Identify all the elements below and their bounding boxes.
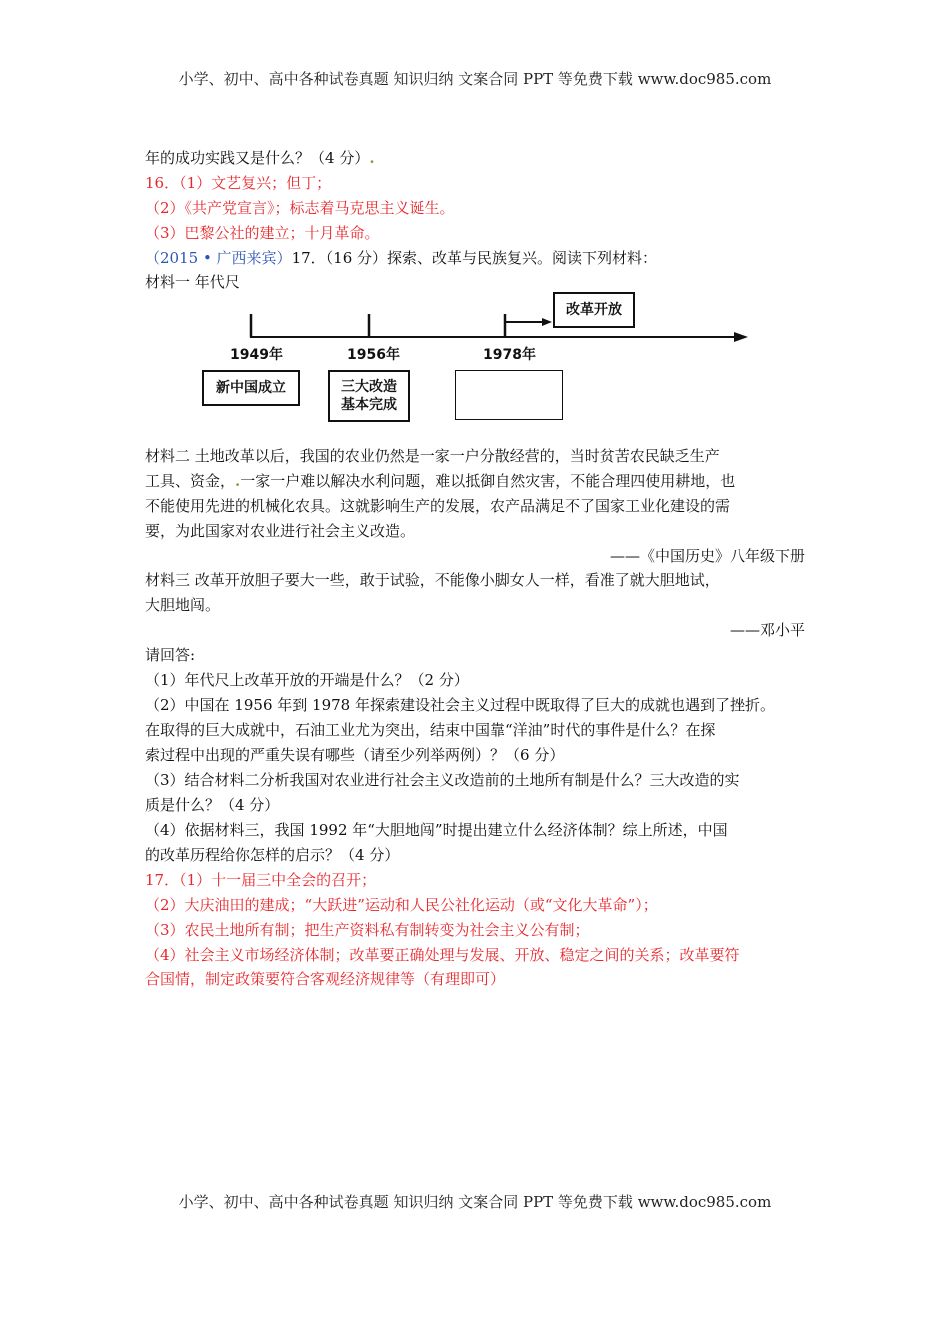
material-3-line1: 材料三 改革开放胆子要大一些，敢于试验，不能像小脚女人一样，看准了就大胆地试，: [145, 571, 720, 589]
answer-17-2: （2）大庆油田的建成；“大跃进”运动和人民公社化运动（或“文化大革命”）；: [145, 896, 658, 914]
question-17-2-line2: 在取得的巨大成就中，石油工业尤为突出，结束中国靠“洋油”时代的事件是什么？在探: [145, 721, 716, 739]
year-1949: 1949年: [230, 347, 283, 363]
timeline-diagram: [200, 292, 760, 428]
event-three-reforms-line2: 基本完成: [341, 397, 397, 413]
material-3-source: ——邓小平: [729, 621, 805, 639]
question-tail: [145, 148, 375, 168]
mark-dot: .: [235, 472, 241, 490]
year-1956: 1956年: [347, 347, 400, 363]
answer-17-4-line1: （4）社会主义市场经济体制；改革要正确处理与发展、开放、稳定之间的关系；改革要符: [145, 946, 740, 964]
answer-prompt: 请回答:: [145, 646, 196, 664]
event-blank-box: [455, 370, 563, 420]
event-three-reforms: [328, 370, 410, 422]
reform-opening-box: 改革开放: [553, 292, 635, 328]
material-3-line2: 大胆地闯。: [145, 596, 221, 614]
material-2-line3: 不能使用先进的机械化农具。这就影响生产的发展，农产品满足不了国家工业化建设的需: [145, 497, 731, 515]
question-17-title: [145, 248, 657, 268]
question-tail-text: 年的成功实践又是什么？（4 分）: [145, 149, 370, 167]
material-2-line4: 要，为此国家对农业进行社会主义改造。: [145, 522, 416, 540]
question-17-4-line1: （4）依据材料三，我国 1992 年“大胆地闯”时提出建立什么经济体制？综上所述，中国: [145, 821, 728, 839]
material-2-line2: [145, 471, 735, 491]
question-17-2-line3: 索过程中出现的严重失误有哪些（请至少列举两例）？（6 分）: [145, 746, 565, 764]
question-17-3-line2: 质是什么？（4 分）: [145, 796, 280, 814]
mark-dot: .: [369, 149, 375, 167]
question-17-3-line1: （3）结合材料二分析我国对农业进行社会主义改造前的土地所有制是什么？三大改造的实: [145, 771, 740, 789]
material-2-line2a: 工具、资金，: [145, 472, 236, 490]
material-2-line1: 材料二 土地改革以后，我国的农业仍然是一家一户分散经营的，当时贫苦农民缺乏生产: [145, 447, 720, 465]
page-footer: 小学、初中、高中各种试卷真题 知识归纳 文案合同 PPT 等免费下载 www.doc985.com: [178, 1193, 772, 1211]
material-1-label: 材料一 年代尺: [145, 273, 240, 291]
material-2-source: ——《中国历史》八年级下册: [609, 547, 805, 565]
material-2-line2b: 一家一户难以解决水利问题，难以抵御自然灾害，不能合理四使用耕地，也: [240, 472, 736, 490]
answer-16-1: 16．（1）文艺复兴；但丁；: [145, 174, 332, 192]
answer-16-3: （3）巴黎公社的建立；十月革命。: [145, 224, 380, 242]
answer-17-4-line2: 合国情，制定政策要符合客观经济规律等（有理即可）: [145, 970, 506, 988]
answer-17-1: 17．（1）十一届三中全会的召开；: [145, 871, 377, 889]
question-source: （2015 • 广西来宾）: [145, 249, 292, 267]
event-new-china: 新中国成立: [202, 370, 300, 406]
year-1978: 1978年: [483, 347, 536, 363]
page-header: 小学、初中、高中各种试卷真题 知识归纳 文案合同 PPT 等免费下载 www.doc985.com: [178, 70, 772, 88]
answer-16-2: （2）《共产党宣言》；标志着马克思主义诞生。: [145, 199, 455, 217]
question-17-text: 17．（16 分）探索、改革与民族复兴。阅读下列材料：: [291, 249, 658, 267]
answer-17-3: （3）农民土地所有制；把生产资料私有制转变为社会主义公有制；: [145, 921, 590, 939]
question-17-1: （1）年代尺上改革开放的开端是什么？（2 分）: [145, 671, 469, 689]
event-three-reforms-line1: 三大改造: [341, 379, 397, 395]
question-17-4-line2: 的改革历程给你怎样的启示？（4 分）: [145, 846, 400, 864]
question-17-2-line1: （2）中国在 1956 年到 1978 年探索建设社会主义过程中既取得了巨大的成就也遇到了挫折。: [145, 696, 775, 714]
